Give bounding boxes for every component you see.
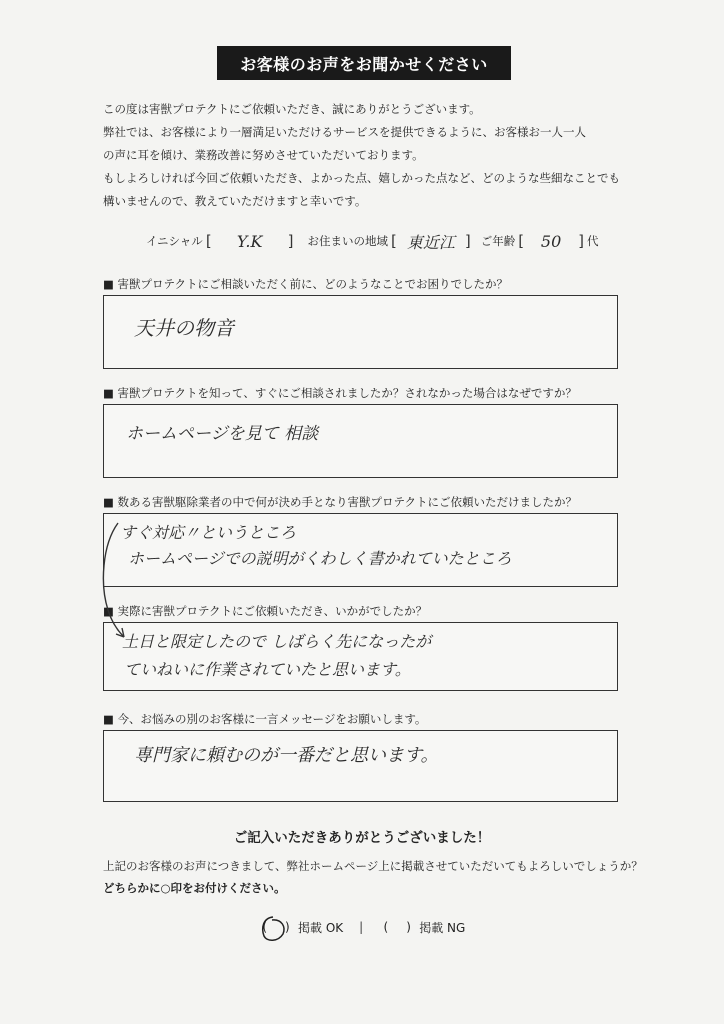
intro-line: この度は害獣プロテクトにご依頼いただき、誠にありがとうございます。 [103, 102, 481, 116]
area-field[interactable]: 東近江 [406, 232, 455, 252]
answer-box-1[interactable] [103, 295, 618, 369]
answer-box-3[interactable] [103, 513, 618, 587]
initial-field[interactable]: Y.K [236, 231, 263, 251]
consent-instruction: どちらかに○印をお付けください。 [103, 881, 286, 895]
age-field[interactable]: 50 [540, 231, 562, 251]
form-title: お客様のお声をお聞かせください [217, 46, 511, 80]
answer-3-line-1: すぐ対応〃というところ [120, 523, 297, 542]
answer-4-line-2: ていねいに作業されていたと思います。 [124, 660, 411, 679]
area-label: お住まいの地域 [307, 234, 389, 248]
question-1: ■ 害獣プロテクトにご相談いただく前に、どのようなことでお困りでしたか？ [103, 277, 509, 291]
question-5: ■ 今、お悩みの別のお客様に一言メッセージをお願いします。 [103, 712, 427, 726]
answer-box-5[interactable] [103, 730, 618, 802]
intro-text [103, 98, 663, 213]
respondent-fields: イニシャル [ Y.K ] お住まいの地域 [ 東近江 ] ご年齢 [ 50 ] 代 [146, 231, 599, 252]
question-3: ■ 数ある害獣駆除業者の中で何が決め手となり害獣プロテクトにご依頼いただけましたか？ [103, 495, 578, 509]
intro-line: もしよろしければ今回ご依頼いただき、よかった点、嬉しかった点など、どのような些細なことでも [103, 171, 621, 185]
initial-label: イニシャル [146, 234, 203, 248]
consent-ng-option[interactable]: ( ) [383, 920, 411, 934]
question-2: ■ 害獣プロテクトを知って、すぐにご相談されましたか？されなかった場合はなぜですか？ [103, 386, 577, 400]
age-label: ご年齢 [480, 234, 516, 248]
consent-ok-label: 掲載 OK [298, 920, 344, 935]
answer-2-line-1: ホームページを見て 相談 [126, 424, 319, 444]
consent-ok-option[interactable]: ( ) [258, 920, 294, 934]
answer-box-2[interactable] [103, 404, 618, 478]
question-4: ■ 実際に害獣プロテクトにご依頼いただき、いかがでしたか？ [103, 604, 428, 618]
closing-message: ご記入いただきありがとうございました！ [233, 830, 491, 846]
answer-1-line-1: 天井の物音 [134, 316, 234, 340]
consent-question: 上記のお客様のお声につきまして、弊社ホームページ上に掲載させていただいてもよろしいでしょうか？ [103, 859, 643, 873]
answer-box-4[interactable] [103, 622, 618, 691]
answer-4-line-1: 土日と限定したので しばらく先になったが [122, 632, 432, 651]
intro-line: の声に耳を傾け、業務改善に努めさせていただいております。 [103, 148, 424, 162]
handwritten-arrow-icon [96, 515, 136, 645]
divider: | [359, 920, 364, 934]
consent-ng-label: 掲載 NG [419, 920, 466, 935]
consent-options [258, 914, 465, 940]
answer-5-line-1: 専門家に頼むのが一番だと思います。 [134, 745, 439, 766]
intro-line: 弊社では、お客様により一層満足いただけるサービスを提供できるように、お客様お一人一人 [103, 125, 586, 139]
answer-3-line-2: ホームページでの説明がくわしく書かれていたところ [128, 549, 512, 568]
circle-mark-icon [258, 914, 288, 944]
age-unit: 代 [586, 234, 599, 248]
intro-line: 構いませんので、教えていただけますと幸いです。 [103, 194, 367, 208]
